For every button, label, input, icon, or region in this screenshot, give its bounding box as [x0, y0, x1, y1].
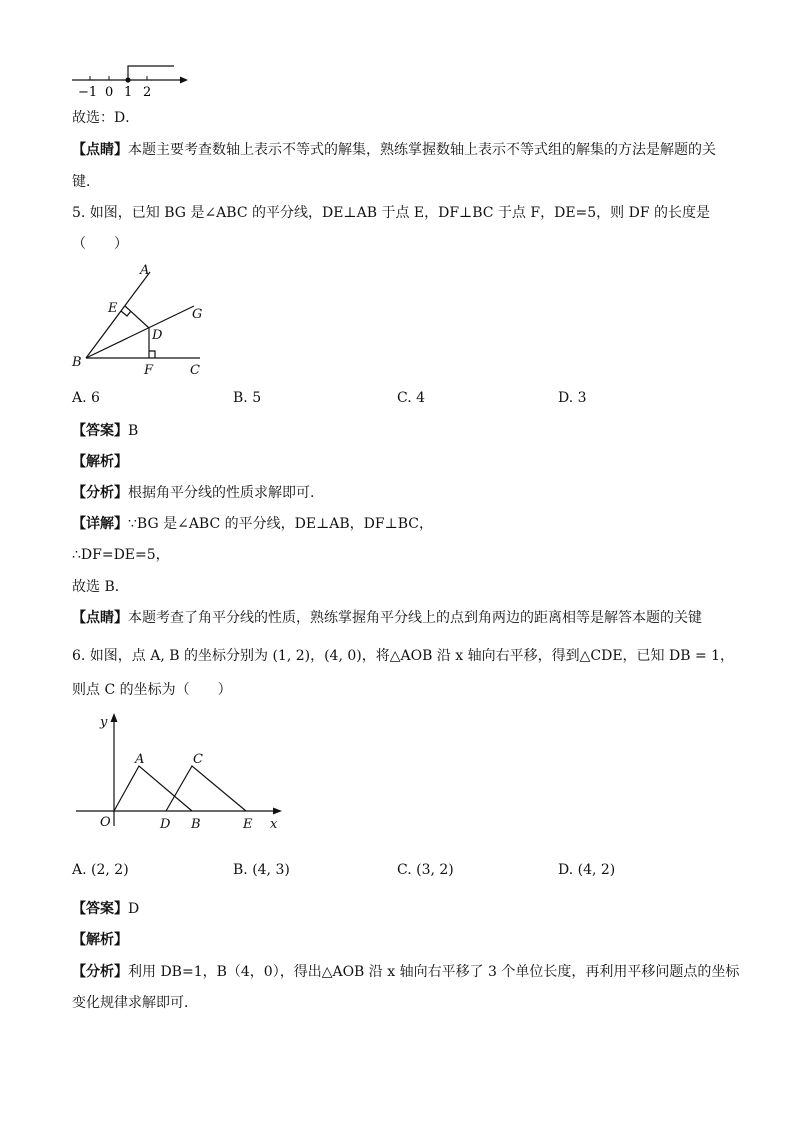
q6-translation-figure	[72, 708, 286, 834]
q6-analysis-tag: 【解析】	[72, 932, 128, 948]
fenxi-text: 利用 DB=1，B（4，0），得出△AOB 沿 x 轴向右平移了 3 个单位长度，再利用平移问题点的坐标	[128, 964, 740, 980]
detail-text: ∵BG 是∠ABC 的平分线，DE⊥AB，DF⊥BC，	[128, 516, 434, 532]
q6-stem-cont: 则点 C 的坐标为（ ）	[72, 682, 232, 698]
q6-fenxi-cont: 变化规律求解即可．	[72, 995, 198, 1011]
q6-fenxi	[72, 962, 739, 982]
number-line-arrow	[180, 77, 188, 84]
fenxi-text: 根据角平分线的性质求解即可.	[128, 485, 315, 501]
answer-tag: 【答案】	[72, 901, 128, 917]
q5-angle-bisector-figure	[66, 258, 216, 380]
tick-label: 2	[143, 85, 152, 100]
triangle-aob	[114, 766, 192, 811]
q6-answer	[72, 899, 139, 919]
fenxi-tag: 【分析】	[72, 485, 128, 501]
q6-stem: 6. 如图，点 A, B 的坐标分别为 (1, 2)，(4, 0)，将△AOB 沿 x 轴向右平移，得到△CDE，已知 DB = 1，	[72, 648, 735, 664]
label-a: A	[135, 752, 145, 767]
label-e: E	[108, 301, 118, 316]
q5-answer	[72, 421, 138, 441]
q5-stem: 5. 如图，已知 BG 是∠ABC 的平分线，DE⊥AB 于点 E，DF⊥BC 于点 F，DE=5，则 DF 的长度是	[72, 205, 711, 221]
q5-option-c[interactable]: C. 4	[397, 390, 426, 406]
comment-tag: 【点睛】	[72, 142, 128, 158]
label-x: x	[270, 817, 278, 832]
q6-option-c[interactable]: C. (3, 2)	[397, 862, 454, 878]
q5-option-a[interactable]: A. 6	[72, 390, 100, 406]
tick-label: −1	[78, 85, 98, 100]
ray-bg	[86, 306, 194, 358]
answer-value: B	[128, 423, 139, 439]
q5-detail	[72, 514, 433, 534]
ray-ba	[86, 272, 150, 358]
comment-text: 本题主要考查数轴上表示不等式的解集，熟练掌握数轴上表示不等式组的解集的方法是解题的关	[128, 142, 716, 158]
answer-value: D	[128, 901, 140, 917]
right-angle-e	[121, 311, 131, 316]
q5-analysis-tag: 【解析】	[72, 454, 128, 470]
q5-detail-line3: 故选 B．	[72, 579, 129, 595]
prev-choice: 故选：D．	[72, 110, 140, 126]
q6-option-d[interactable]: D. (4, 2)	[558, 862, 616, 878]
x-axis-arrow	[273, 808, 282, 815]
label-o: O	[100, 815, 111, 830]
label-b: B	[191, 817, 201, 832]
q6-option-b[interactable]: B. (4, 3)	[233, 862, 290, 878]
q6-option-a[interactable]: A. (2, 2)	[72, 862, 129, 878]
fenxi-tag: 【分析】	[72, 964, 128, 980]
label-d: D	[160, 817, 171, 832]
number-line-figure	[66, 60, 196, 100]
label-f: F	[144, 363, 154, 378]
label-b: B	[72, 355, 82, 370]
prev-comment	[72, 140, 716, 160]
comment-tag: 【点睛】	[72, 610, 128, 626]
label-c: C	[190, 363, 200, 378]
q5-detail-line2: ∴DF=DE=5，	[72, 547, 170, 563]
answer-tag: 【答案】	[72, 423, 128, 439]
tick-label: 0	[105, 85, 114, 100]
label-c: C	[193, 752, 203, 767]
q5-option-d[interactable]: D. 3	[558, 390, 587, 406]
q5-fenxi	[72, 483, 314, 503]
label-e: E	[243, 817, 253, 832]
prev-comment-cont: 键．	[72, 174, 100, 190]
label-g: G	[192, 307, 203, 322]
label-y: y	[100, 715, 108, 730]
segment-de	[125, 306, 149, 328]
right-angle-f	[149, 351, 155, 358]
label-d: D	[152, 328, 163, 343]
tick-label: 1	[124, 85, 133, 100]
q5-option-b[interactable]: B. 5	[233, 390, 262, 406]
label-a: A	[140, 263, 150, 278]
solution-ray	[128, 66, 174, 80]
triangle-cde	[166, 766, 246, 811]
q5-comment	[72, 608, 702, 628]
detail-tag: 【详解】	[72, 516, 128, 532]
q5-stem-cont: （ ）	[72, 236, 128, 252]
comment-text: 本题考查了角平分线的性质，熟练掌握角平分线上的点到角两边的距离相等是解答本题的关键	[128, 610, 702, 626]
y-axis-arrow	[111, 713, 118, 722]
